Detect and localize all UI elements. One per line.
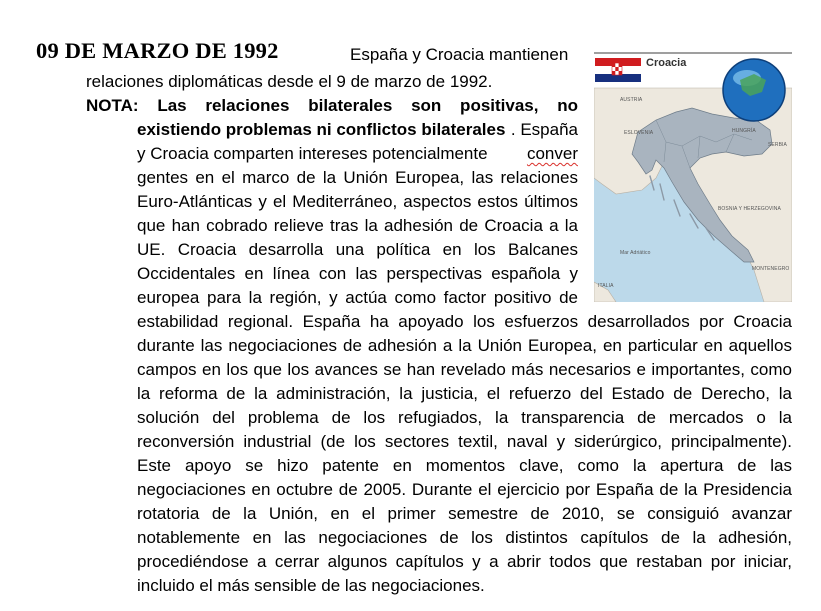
note-line: UE. Croacia desarrolla una política en los Balcanes xyxy=(137,240,578,259)
page-title: 09 DE MARZO DE 1992 xyxy=(36,38,279,63)
note-line: reconversión industrial (de los sectores textil, naval y siderúrgico, principalmente). xyxy=(137,432,792,451)
spell-flag-conver[interactable]: conver xyxy=(526,144,578,163)
note-line-2-rest: . España xyxy=(510,120,578,139)
map-label-hungria: HUNGRÍA xyxy=(732,128,756,134)
map-label-mar: Mar Adriático xyxy=(620,250,651,256)
croatia-map xyxy=(594,50,792,302)
note-line: que han cobrado relieve tras la adhesión de Croacia a la xyxy=(137,216,578,235)
note-line: la reforma de la administración, la justicia, el refuerzo del Estado de Derecho, la xyxy=(137,384,792,403)
note-line-2 xyxy=(137,118,578,142)
note-line: Occidentales en línea con las perspectivas española y xyxy=(137,264,578,283)
note-line: durante las negociaciones de adhesión a la Unión Europea, en particular en aquellos xyxy=(137,336,792,355)
note-line: estabilidad regional. España ha apoyado los esfuerzos desarrollados por Croacia xyxy=(137,312,792,331)
map-title: Croacia xyxy=(646,57,687,69)
note-line: negociaciones en octubre de 2005. Durante el ejercicio por España de la Presidencia xyxy=(137,480,792,499)
note-line: notablemente en las negociaciones de los distintos capítulos de la adhesión, xyxy=(137,528,792,547)
note-line: solución del problema de los refugiados, la transparencia de mercados o la xyxy=(137,408,792,427)
map-label-italia: ITALIA xyxy=(598,283,614,289)
note-line-last: incluido el más sensible de las negociaciones. xyxy=(137,576,485,595)
map-graphic xyxy=(594,50,792,302)
note-line: europea para la región, y actúa como factor positivo de xyxy=(137,288,578,307)
map-label-eslovenia: ESLOVENIA xyxy=(624,130,654,136)
note-line: rotatoria de la Unión, en el primer semestre de 2010, se consiguió avanzar xyxy=(137,504,792,523)
intro-text-2: relaciones diplomáticas desde el 9 de marzo de 1992. xyxy=(86,72,493,91)
note-bold-line-2: existiendo problemas ni conflictos bilaterales xyxy=(137,120,506,139)
note-line: Euro-Atlánticas y el Mediterráneo, aspectos estos últimos xyxy=(137,192,578,211)
note-line-3 xyxy=(137,142,578,166)
note-line: Este apoyo se hizo patente en momentos clave, como la apertura de las xyxy=(137,456,792,475)
note-line: gentes en el marco de la Unión Europea, las relaciones xyxy=(137,168,578,187)
intro-text-1: España y Croacia mantienen xyxy=(350,45,569,64)
map-label-bosnia: BOSNIA Y HERZEGOVINA xyxy=(718,206,781,212)
note-line-3-text: y Croacia comparten intereses potencialmente xyxy=(137,144,488,163)
note-line: procediéndose a cerrar algunos capítulos y a abrir todos que restaban por iniciar, xyxy=(137,552,792,571)
note-line: campos en los que los avances se han revelado más necesarios e importantes, como xyxy=(137,360,792,379)
map-label-austria: AUSTRIA xyxy=(620,97,643,103)
map-label-montenegro: MONTENEGRO xyxy=(752,266,790,272)
note-bold-line-1: NOTA: Las relaciones bilaterales son positivas, no xyxy=(86,96,578,115)
map-label-serbia: SERBIA xyxy=(768,142,787,148)
